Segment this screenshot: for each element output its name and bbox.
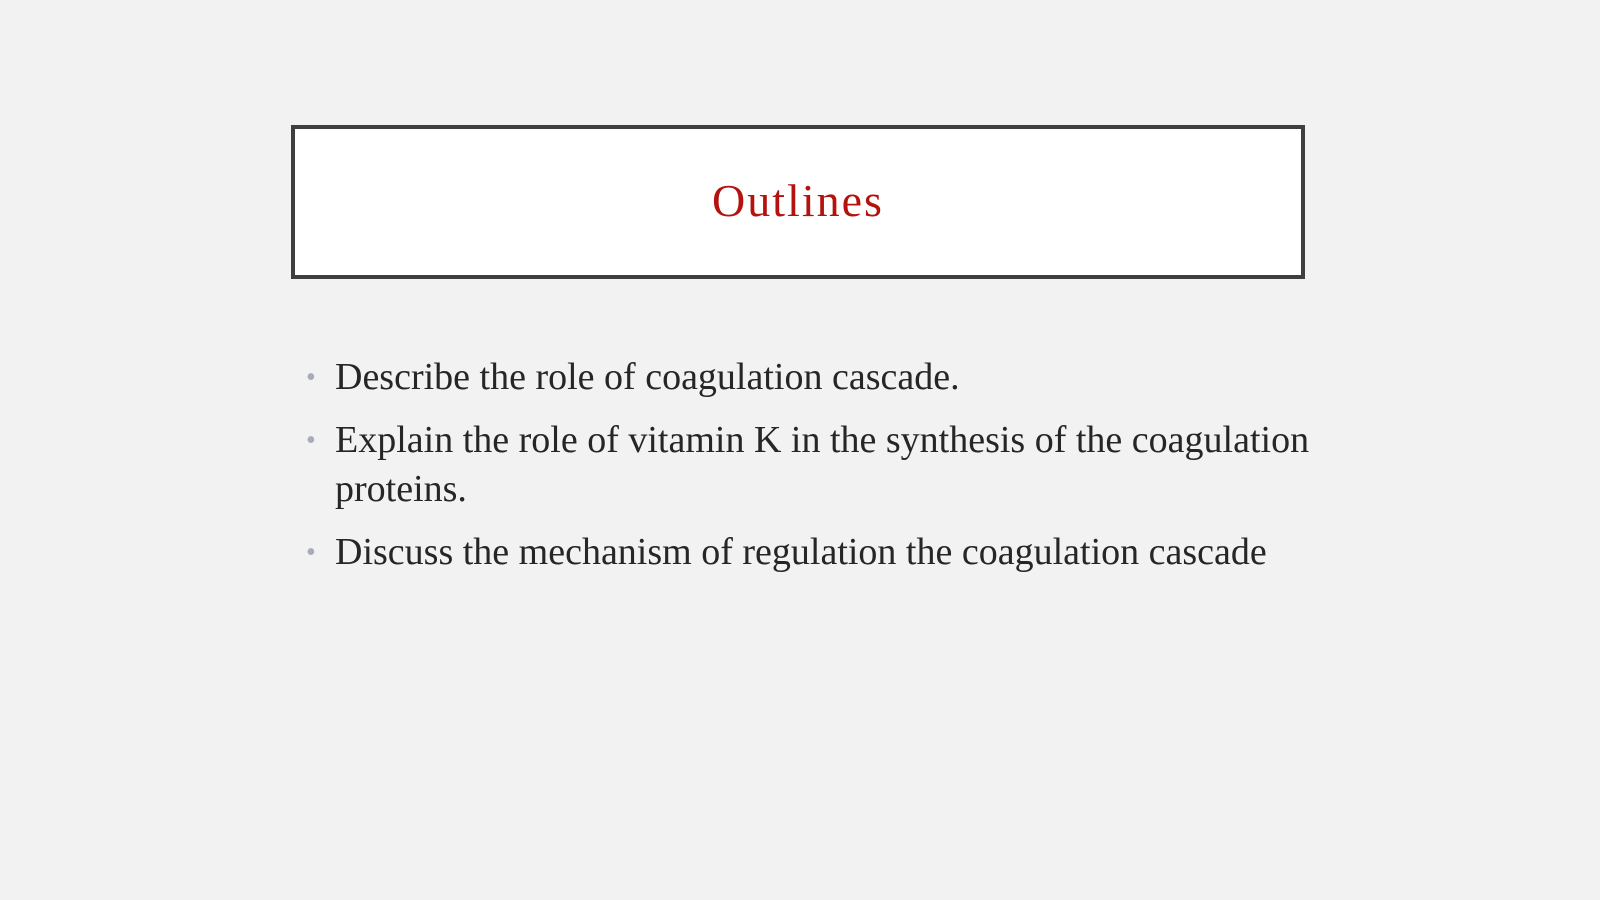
bullet-dot-icon: •: [306, 537, 316, 568]
list-item: [300, 416, 1380, 514]
bullet-text: Discuss the mechanism of regulation the coagulation cascade: [335, 531, 1267, 573]
title-box: [291, 125, 1305, 279]
list-item: [300, 528, 1380, 577]
bullet-text: Describe the role of coagulation cascade.: [335, 356, 960, 398]
slide-title: Outlines: [712, 175, 884, 226]
bullet-dot-icon: •: [306, 425, 316, 456]
list-item: [300, 353, 1380, 402]
bullet-text: Explain the role of vitamin K in the synthesis of the coagulation proteins.: [335, 419, 1310, 510]
bullet-list: [300, 353, 1380, 591]
bullet-dot-icon: •: [306, 362, 316, 393]
